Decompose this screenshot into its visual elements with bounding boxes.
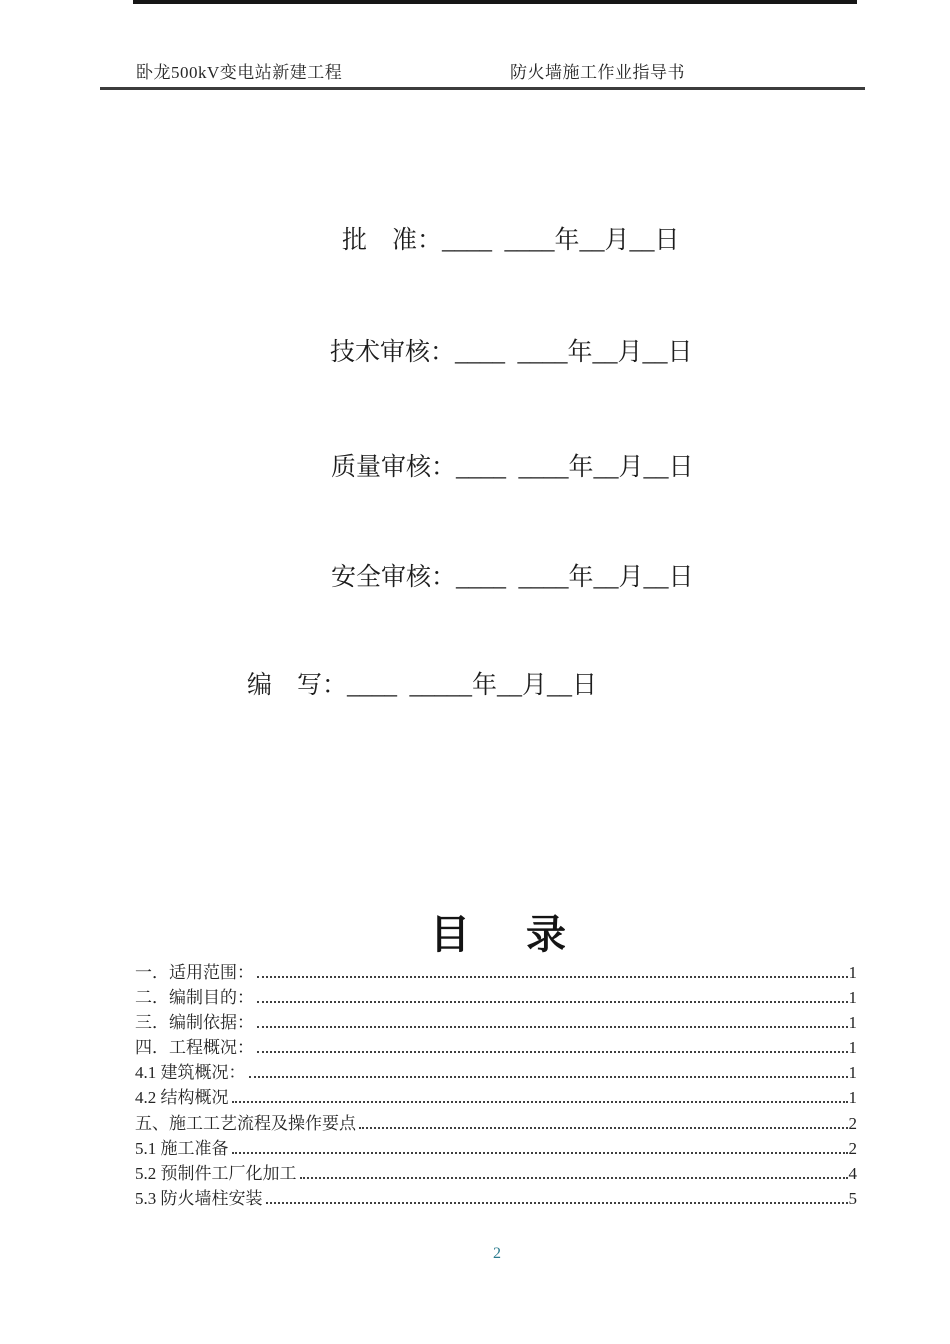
toc-title: 目 录	[430, 912, 574, 957]
toc-entry	[135, 1184, 857, 1209]
toc-entry-label: 5.3 防火墙柱安装	[135, 1188, 263, 1208]
toc-dot-leader	[257, 1026, 848, 1028]
header-right-title: 防火墙施工作业指导书	[510, 63, 685, 82]
toc-entry	[135, 1033, 857, 1058]
toc-entry-label: 一．适用范围：	[135, 963, 254, 982]
toc-entry-page: 1	[848, 1013, 857, 1033]
toc-entry	[135, 958, 857, 983]
signature-label-author: 编 写：	[247, 672, 348, 699]
signature-label-approval: 批 准：	[342, 227, 443, 254]
signature-blank-safety-review: ____ ____年__月__日	[456, 564, 694, 591]
toc-dot-leader	[257, 976, 848, 978]
toc-entry	[135, 983, 857, 1008]
toc-entry-label: 四．工程概况：	[135, 1038, 254, 1058]
toc-entry-page: 1	[848, 988, 857, 1008]
signature-blank-author: ____ _____年__月__日	[347, 672, 598, 699]
table-of-contents	[135, 958, 857, 1209]
header-rule	[100, 87, 865, 90]
toc-entry-label: 4.2 结构概况	[135, 1088, 229, 1108]
toc-entry-label: 5.1 施工准备	[135, 1138, 229, 1158]
signature-line-technical-review	[330, 338, 693, 368]
toc-title-row	[0, 903, 950, 960]
page-footer	[0, 1245, 950, 1263]
signature-line-author	[247, 671, 597, 701]
toc-entry-label: 5.2 预制件工厂化加工	[135, 1163, 297, 1183]
toc-dot-leader	[359, 1127, 848, 1129]
toc-entry	[135, 1134, 857, 1159]
header-left-title: 卧龙500kV变电站新建工程	[136, 63, 343, 82]
toc-dot-leader	[257, 1051, 848, 1053]
signature-label-technical-review: 技术审核：	[330, 339, 456, 366]
toc-entry-page: 1	[848, 1038, 857, 1058]
toc-entry	[135, 1008, 857, 1033]
toc-dot-leader	[232, 1101, 848, 1103]
toc-entry-page: 5	[848, 1188, 857, 1208]
toc-entry-page: 2	[848, 1113, 857, 1133]
toc-entry-page: 4	[848, 1163, 857, 1183]
toc-entry	[135, 1058, 857, 1083]
page-number: 2	[493, 1245, 501, 1262]
signature-line-approval	[342, 226, 680, 256]
toc-entry-label: 4.1 建筑概况：	[135, 1063, 246, 1083]
top-border-bar	[133, 0, 857, 4]
toc-entry-label: 五、施工工艺流程及操作要点	[135, 1113, 356, 1133]
signature-blank-technical-review: ____ ____年__月__日	[455, 339, 693, 366]
signature-line-quality-review	[331, 453, 694, 483]
toc-dot-leader	[300, 1177, 848, 1179]
toc-entry-page: 2	[848, 1138, 857, 1158]
toc-entry-page: 1	[848, 1088, 857, 1108]
signature-line-safety-review	[331, 563, 694, 593]
toc-entry-label: 三．编制依据：	[135, 1013, 254, 1033]
toc-entry	[135, 1083, 857, 1108]
toc-entry-page: 1	[848, 1063, 857, 1083]
toc-entry-label: 二．编制目的：	[135, 988, 254, 1008]
toc-entry	[135, 1159, 857, 1184]
toc-entry	[135, 1109, 857, 1134]
toc-dot-leader	[249, 1076, 848, 1078]
signature-label-quality-review: 质量审核：	[331, 454, 457, 481]
toc-entry-page: 1	[848, 963, 857, 982]
signature-blank-approval: ____ ____年__月__日	[442, 227, 680, 254]
toc-dot-leader	[266, 1202, 848, 1204]
toc-dot-leader	[232, 1152, 848, 1154]
signature-blank-quality-review: ____ ____年__月__日	[456, 454, 694, 481]
signature-label-safety-review: 安全审核：	[331, 564, 457, 591]
toc-dot-leader	[257, 1001, 848, 1003]
